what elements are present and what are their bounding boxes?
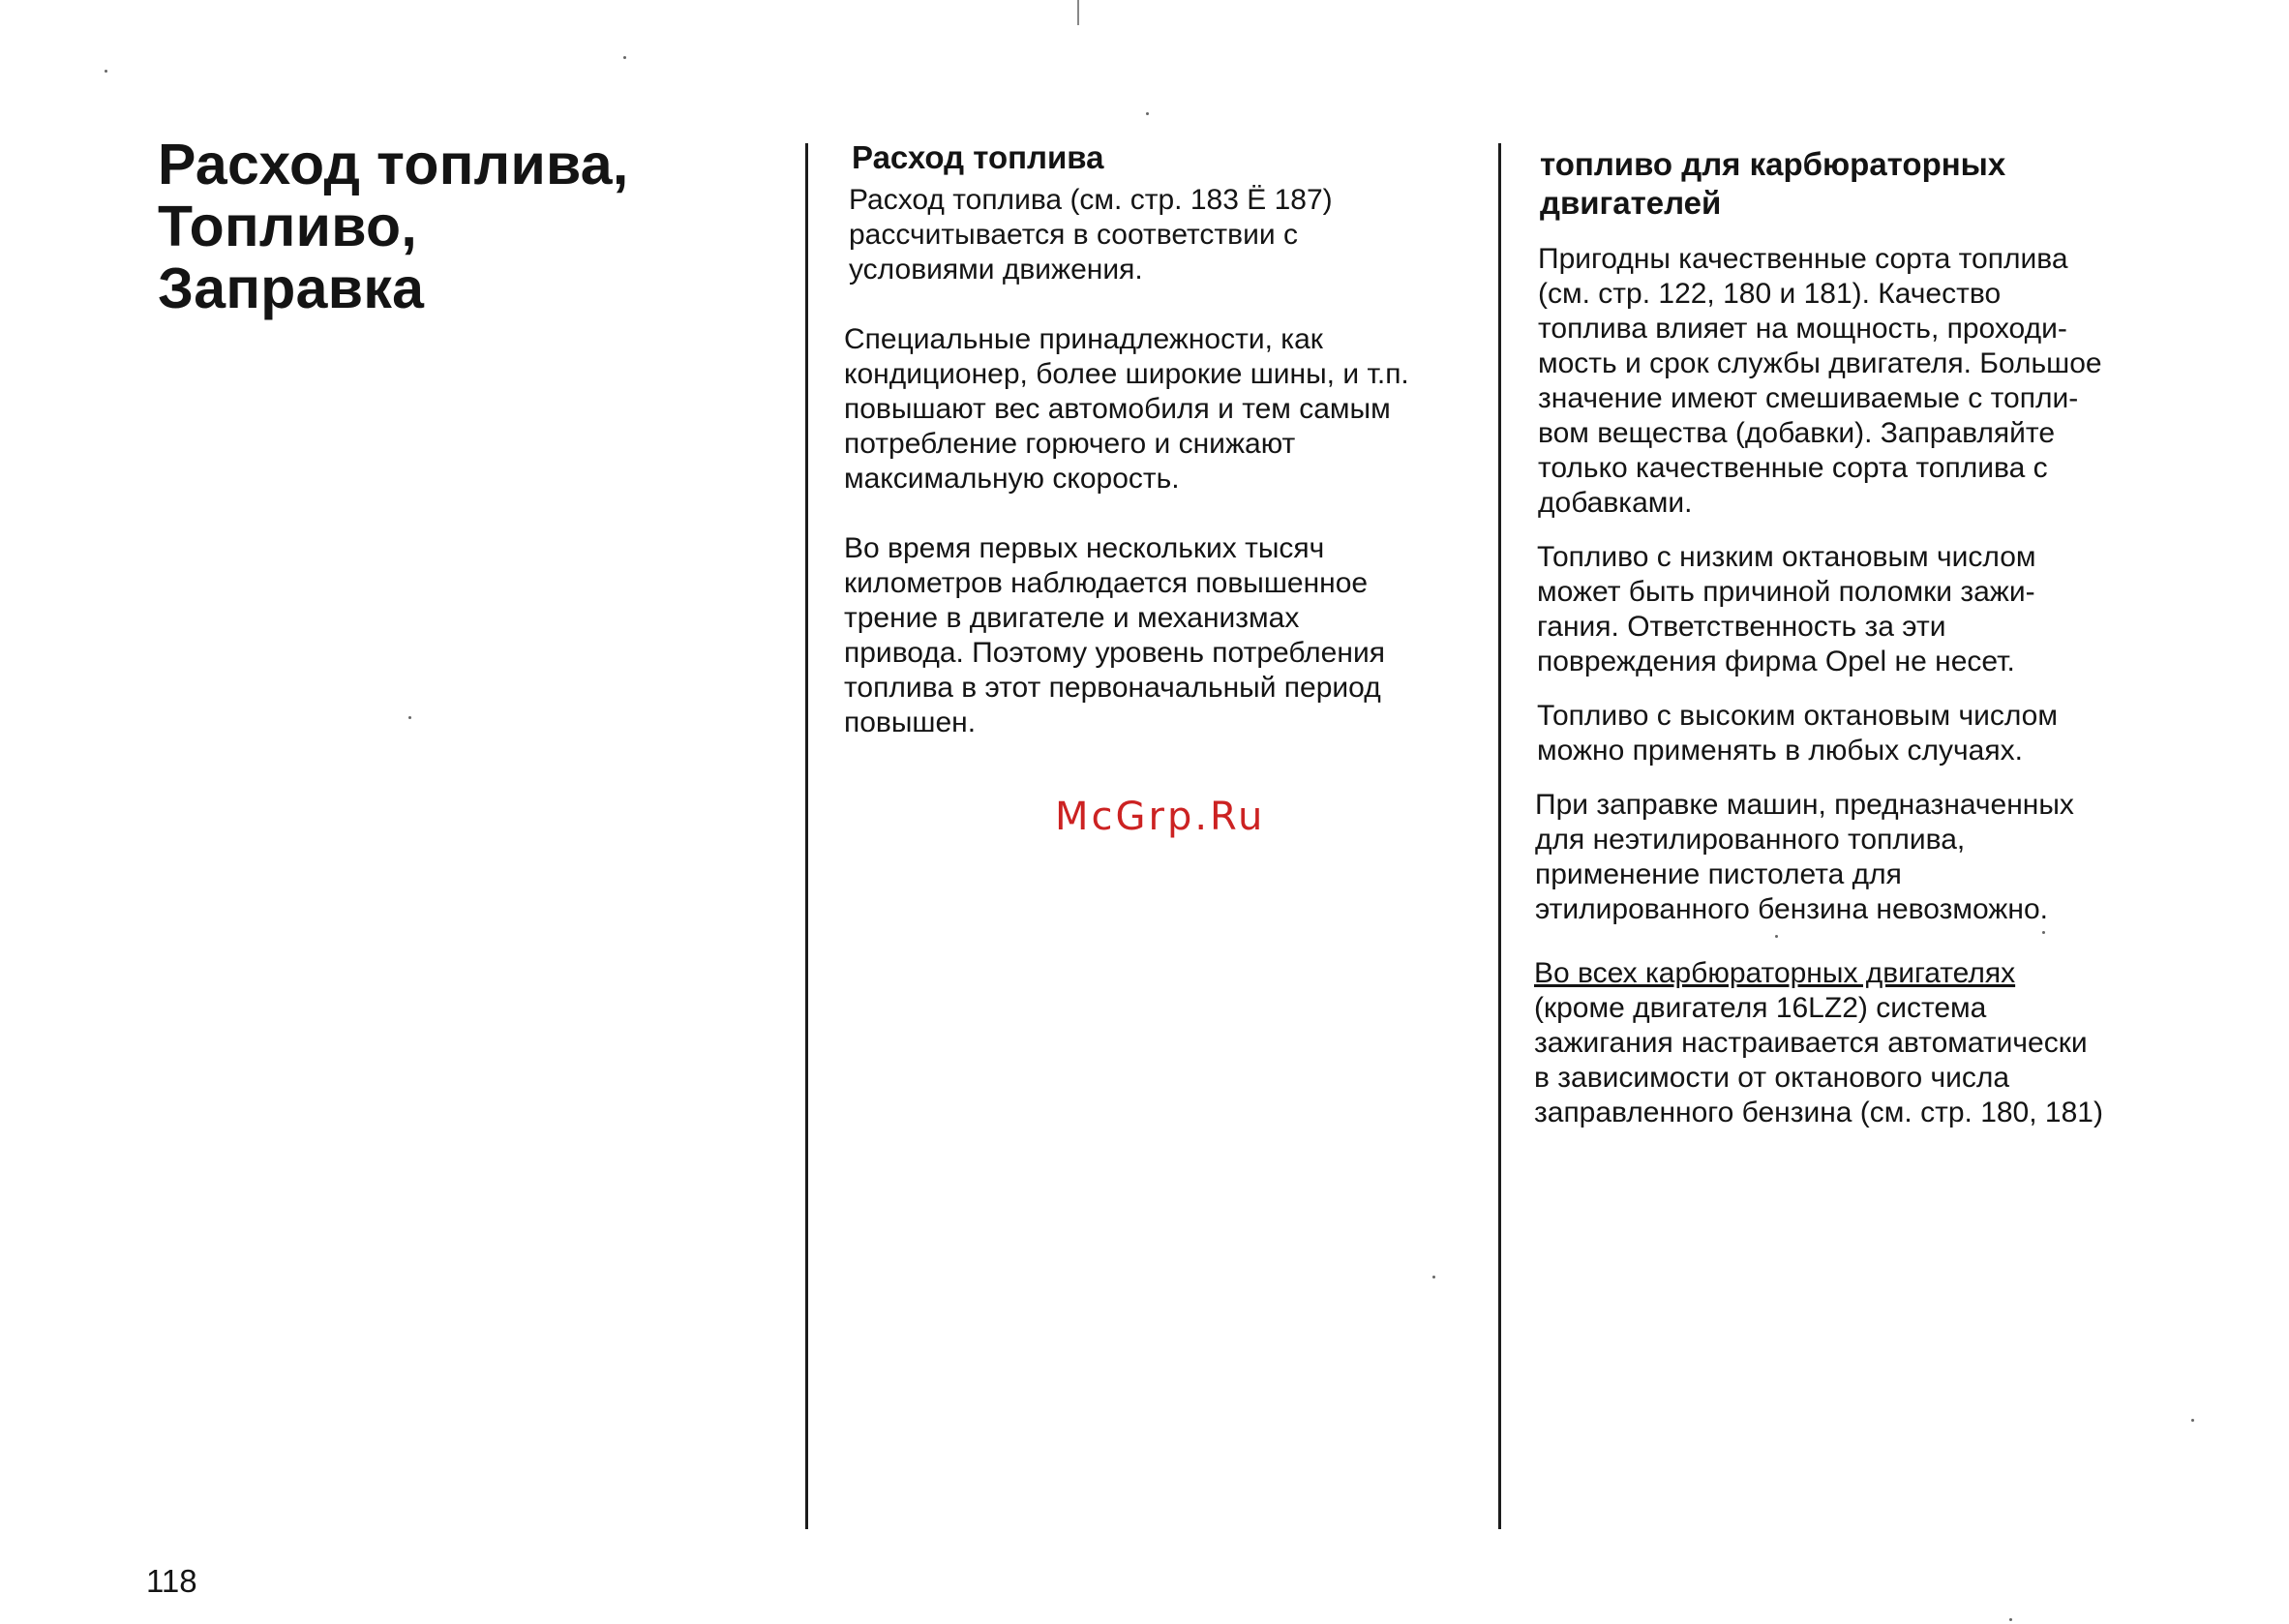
scan-speck: [1432, 1276, 1435, 1278]
page-title-line: Заправка: [158, 256, 425, 320]
paragraph: Топливо с низким октановым числом может быть причиной поломки зажи- гания. Ответственность за эти повреждения фирма Opel не несет.: [1537, 541, 2036, 677]
scan-speck: [1146, 112, 1149, 115]
scan-speck: [2191, 1419, 2194, 1422]
scan-speck: [408, 716, 411, 719]
scan-speck: [2009, 1618, 2012, 1621]
column-divider-right: [1498, 143, 1501, 1529]
section-heading-fuel-consumption: Расход топлива: [852, 139, 1104, 175]
paragraph-continuation: (кроме двигателя 16LZ2) система зажигания настраивается автоматически в зависимости от октанового числа заправленного бензина (см. стр. 180, 181): [1534, 992, 2103, 1128]
underlined-phrase: Во всех карбюраторных двигателях: [1534, 957, 2016, 989]
middle-column: [844, 138, 1483, 740]
page-title-line: Расход топлива,: [158, 133, 629, 196]
paragraph: При заправке машин, предназначенных для неэтилированного топлива, применение пистолета для этилированного бензина невозможно.: [1535, 789, 2074, 925]
scan-speck: [105, 70, 107, 73]
column-divider-left: [805, 143, 808, 1529]
paragraph: Специальные принадлежности, как кондиционер, более широкие шины, и т.п. повышают вес автомобиля и тем самым потребление горючего и снижают максимальную скорость.: [844, 323, 1409, 495]
right-column: [1534, 145, 2173, 1150]
top-crop-mark: [1077, 0, 1079, 25]
page-number: 118: [146, 1563, 197, 1599]
scan-speck: [623, 56, 626, 59]
page-title-line: Топливо,: [158, 195, 418, 258]
watermark-text: McGrp.Ru: [1055, 795, 1266, 839]
paragraph: Расход топлива (см. стр. 183 Ё 187) рассчитывается в соответствии с условиями движения.: [849, 184, 1333, 286]
page-title: [158, 134, 777, 319]
paragraph: Топливо с высоким октановым числом можно применять в любых случаях.: [1537, 700, 2058, 767]
section-heading-carburetor-fuel: топливо для карбюраторных двигателей: [1540, 146, 2006, 221]
paragraph-ignition-note: [1534, 956, 2173, 1130]
scan-speck: [2042, 931, 2045, 934]
paragraph: Пригодны качественные сорта топлива (см. стр. 122, 180 и 181). Качество топлива влияет на мощность, проходи- мость и срок службы двигателя. Большое значение имеют смешиваемые с топли- вом вещества (добавки). Заправляйте только качественные сорта топлива с добавками.: [1538, 243, 2102, 519]
scan-speck: [1775, 935, 1778, 938]
paragraph: Во время первых нескольких тысяч километров наблюдается повышенное трение в двигателе и механизмах привода. Поэтому уровень потребления топлива в этот первоначальный период повышен.: [844, 532, 1385, 738]
